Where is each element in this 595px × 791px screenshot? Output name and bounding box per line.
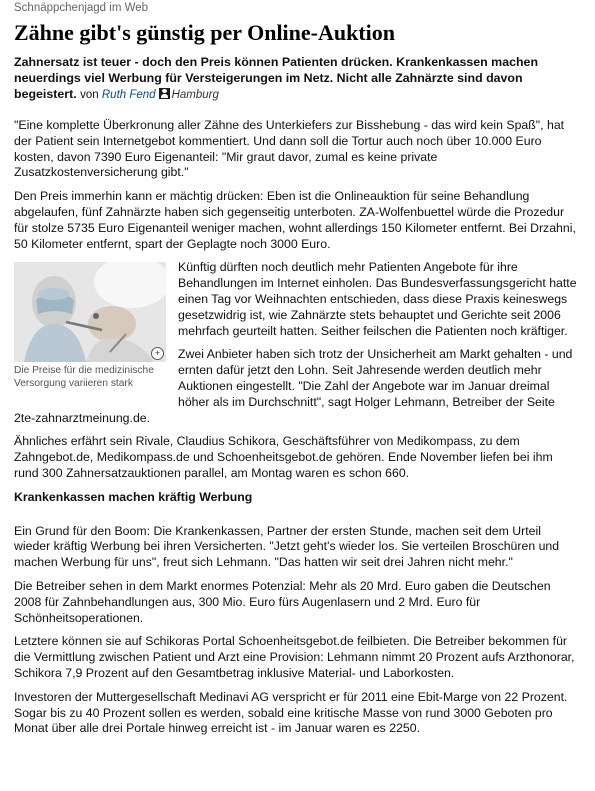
subheading: Krankenkassen machen kräftig Werbung (14, 489, 253, 504)
paragraph-8: Letztere können sie auf Schikoras Portal Schoenheitsgebot.de feilbieten. Die Betreiber bekommen für die Vermittlung zwischen Patient und Arzt eine Provision: Lehmann nimmt 20 Prozent aufs Arzthonorar, Schikora 7,9 Prozent auf den Gesamtbetrag inklusive Material- und Laborkosten. (14, 634, 575, 680)
headline: Zähne gibt's günstig per Online-Auktion (14, 20, 396, 45)
byline-prefix: von (80, 89, 99, 101)
lead-paragraph (14, 54, 579, 103)
kicker: Schnäppchenjagd im Web (14, 2, 149, 14)
author-link[interactable]: Ruth Fend (101, 89, 156, 101)
dentist-illustration (14, 262, 166, 362)
paragraph-5: Ähnliches erfährt sein Rivale, Claudius Schikora, Geschäftsführer von Medikompass, zu dem Zahngebot.de, Medikompass.de und Schoenheitsgebot.de gehören. Ende November liefen bei ihm rund 300 Zahnersatzauktionen parallel, am Montag waren es schon 660. (14, 434, 553, 480)
paragraph-6: Ein Grund für den Boom: Die Krankenkassen, Partner der ersten Stunde, machen seit dem Urteil wieder kräftig Werbung bei ihren Versicherten. "Jetzt geht's wieder los. Sie verteilen Broschüren und machen Werbung für uns", freut sich Lehmann. "Das hatten wir seit drei Jahren nicht mehr." (14, 523, 560, 570)
paragraph-3: Künftig dürften noch deutlich mehr Patienten Angebote für ihre Behandlungen im Internet einholen. Das Bundesverfassungsgericht hatte einen Tag vor Weihnachten entschieden, dass diese Praxis keineswegs gesetzwidrig ist, wie Zahnärzte stets behauptet und Gerichte seit 2006 mehrfach geurteilt hatten. Seither feilschen die Patienten noch kräftiger. (178, 260, 577, 338)
paragraph-7: Die Betreiber sehen in dem Markt enormes Potenzial: Mehr als 20 Mrd. Euro gaben die Deutschen 2008 für Zahnbehandlungen aus, 300 Mio. Euro fürs Augenlasern und 2 Mrd. Euro für Schönheitsoperationen. (14, 578, 551, 625)
byline-location: Hamburg (171, 89, 219, 101)
article-figure (14, 262, 166, 390)
paragraph-9: Investoren der Muttergesellschaft Medinavi AG verspricht er für 2011 eine Ebit-Marge von 22 Prozent. Sogar bis zu 40 Prozent sollen es werden, sobald eine kritische Masse von rund 3000 Geboten pro Monat über alle drei Portale hinweg erreicht ist - im Januar waren es 2250. (14, 689, 568, 736)
lead-text: Zahnersatz ist teuer - doch den Preis können Patienten drücken. Krankenkassen machen neuerdings viel Werbung für Versteigerungen im Netz. Nicht alle Zahnärzte sind davon begeistert. (14, 55, 539, 101)
zoom-icon[interactable]: + (151, 347, 164, 360)
dentist-photo[interactable] (14, 262, 166, 362)
paragraph-2: Den Preis immerhin kann er mächtig drücken: Eben ist die Onlineauktion für seine Behandlung abgelaufen, fünf Zahnärzte haben sich gegenseitig unterboten. ZA-Wolfenbuettel würde die Prozedur für stolze 5735 Euro Eigenanteil weniger machen, wohnt allerdings 150 Kilometer entfernt. Bei Drzahni, 50 Kilometer entfernt, spart der Geplagte noch 3000 Euro. (14, 189, 576, 251)
figure-caption: Die Preise für die medizinische Versorgung variieren stark (14, 365, 154, 389)
paragraph-4: Zwei Anbieter haben sich trotz der Unsicherheit am Markt gehalten - und ernten dafür jetzt den Lohn. Seit Jahresende werden deutlich mehr Auktionen eingestellt. "Die Zahl der Angebote war im Januar dreimal höher als im Durchschnitt", sagt Holger Lehmann, Betreiber der Seite 2te-zahnarztmeinung.de. (14, 347, 573, 425)
article-body (14, 118, 579, 737)
byline (80, 89, 219, 101)
person-icon (159, 88, 170, 99)
paragraph-1: "Eine komplette Überkronung aller Zähne des Unterkiefers zur Bisshebung - das wird kein Spaß", hat der Patient sein Internetgebot kommentiert. Und dann soll die Tortur auch noch über 10.000 Euro kosten, davon 7390 Euro Eigenanteil: "Mir graut davor, zumal es keine private Zusatzkostenversicherung gibt." (14, 118, 565, 180)
